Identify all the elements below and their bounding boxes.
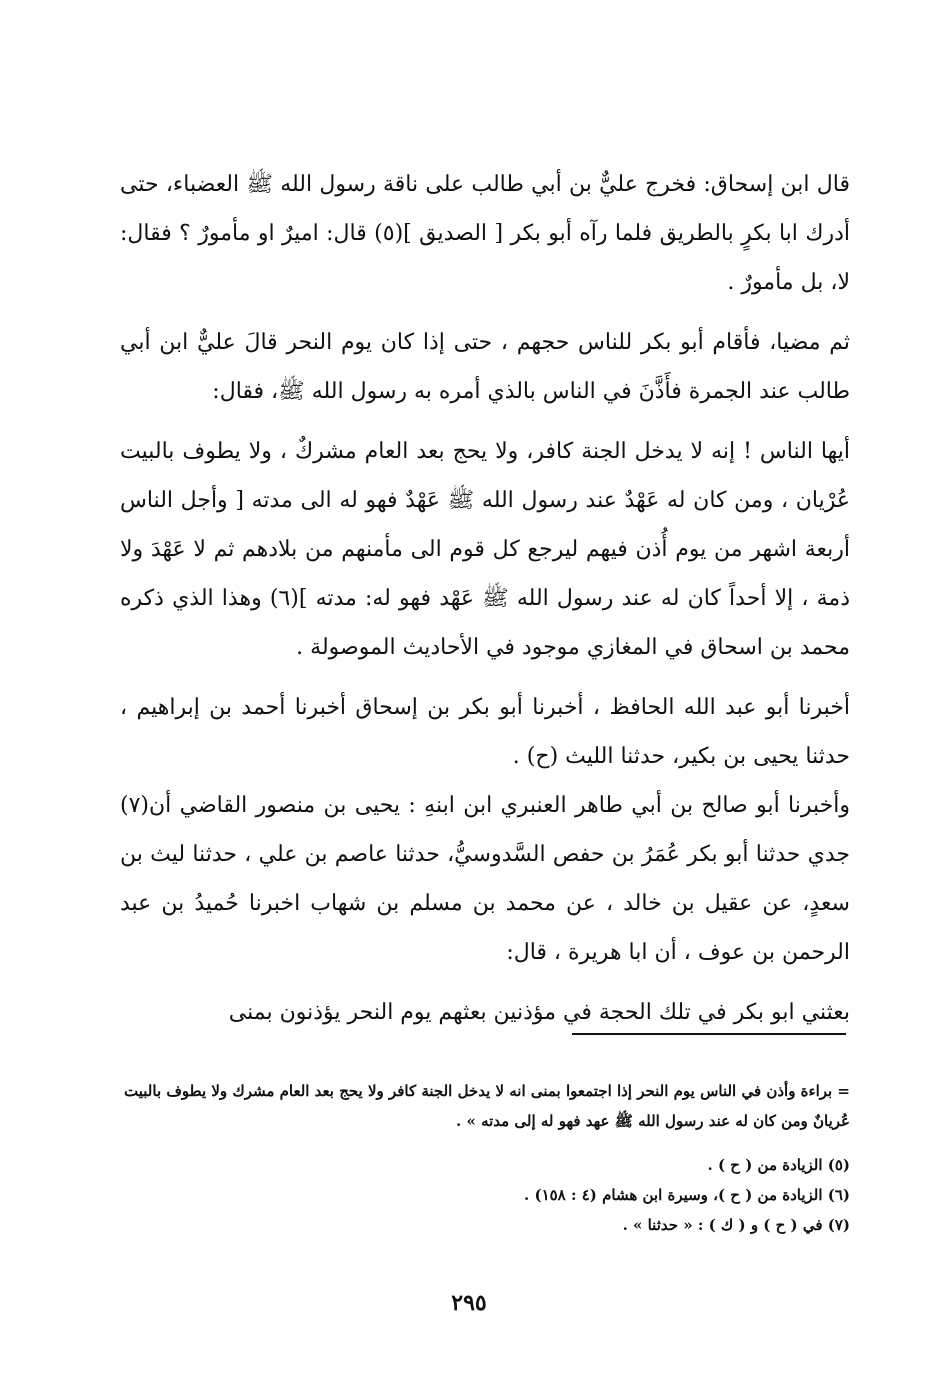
paragraph-1: قال ابن إسحاق: فخرج عليٌّ بن أبي طالب على ناقة رسول الله ﷺ العضباء، حتى أدرك ابا بكرٍ بالطريق فلما رآه أبو بكر [ الصديق ](٥) قال: اميرٌ او مأمورٌ ؟ فقال: لا، بل مأمورٌ . <box>120 172 850 295</box>
paragraph-6: بعثني ابو بكر في تلك الحجة في مؤذنين بعثهم يوم النحر يؤذنون بمنى <box>228 1000 850 1025</box>
footnote-5: (٥) الزيادة من ( ح ) . <box>707 1156 850 1174</box>
paragraph-5: وأخبرنا أبو صالح بن أبي طاهر العنبري ابن ابنهِ : يحيى بن منصور القاضي أن(٧) جدي حدثنا أبو بكر عُمَرُ بن حفص السَّدوسيُّ، حدثنا عاصم بن علي ، حدثنا ليث بن سعدٍ، عن عقيل بن خالد ، عن محمد بن مسلم بن شهاب اخبرنا حُميدُ بن عبد الرحمن بن عوف ، أن ابا هريرة ، قال: <box>120 793 850 965</box>
paragraph-3: أيها الناس ! إنه لا يدخل الجنة كافر، ولا يحج بعد العام مشركٌ ، ولا يطوف بالبيت عُرْيان ، ومن كان له عَهْدٌ عند رسول الله ﷺ عَهْدٌ فهو له الى مدته [ وأجل الناس أربعة اشهر من يوم أُذن فيهم ليرجع كل قوم الى مأمنهم من بلادهم ثم لا عَهْدَ ولا ذمة ، إلا أحداً كان له عند رسول الله ﷺ عَهْد فهو له: مدته ](٦) وهذا الذي ذكره محمد بن اسحاق في المغازي موجود في الأحاديث الموصولة . <box>120 439 850 660</box>
footnotes <box>120 1076 850 1240</box>
footnote-6: (٦) الزيادة من ( ح )، وسيرة ابن هشام (٤ : ١٥٨) . <box>524 1186 850 1204</box>
footnote-7: (٧) في ( ح ) و ( ك ) : « حدثنا » . <box>622 1216 850 1234</box>
footnote-continuation: = براءة وأذن في الناس يوم النحر إذا اجتمعوا بمنى انه لا يدخل الجنة كافر ولا يحج بعد العام مشرك ولا يطوف بالبيت عُريانٌ ومن كان له عند رسول الله ﷺ عهد فهو له إلى مدته » . <box>124 1082 850 1130</box>
paragraph-4: أخبرنا أبو عبد الله الحافظ ، أخبرنا أبو بكر بن إسحاق أخبرنا أحمد بن إبراهيم ، حدثنا يحيى بن بكير، حدثنا الليث (ح) . <box>120 695 850 769</box>
paragraph-2: ثم مضيا، فأقام أبو بكر للناس حجهم ، حتى إذا كان يوم النحر قالَ عليٌّ ابن أبي طالب عند الجمرة فأَذَّنَ في الناس بالذي أمره به رسول الله ﷺ، فقال: <box>120 330 850 404</box>
footnote-divider <box>572 1033 846 1035</box>
main-text <box>120 160 850 1037</box>
page-number: ٢٩٥ <box>451 1290 487 1316</box>
